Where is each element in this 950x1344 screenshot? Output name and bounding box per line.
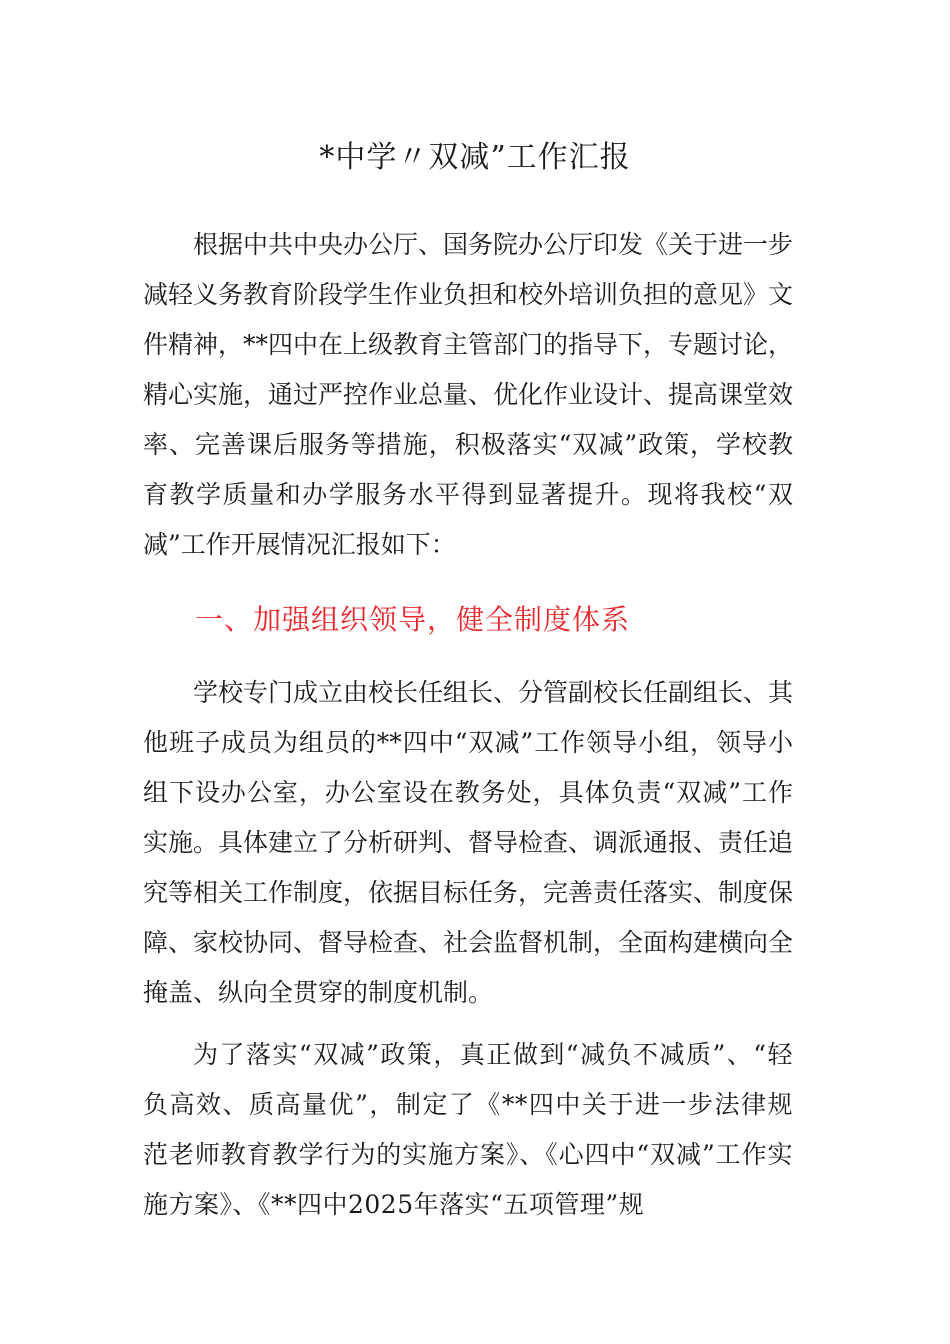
intro-paragraph: 根据中共中央办公厅、国务院办公厅印发《关于进一步减轻义务教育阶段学生作业负担和校外培训负担的意见》文件精神，**四中在上级教育主管部门的指导下，专题讨论，精心实施，通过严控作业总量、优化作业设计、提高课堂效率、完善课后服务等措施，积极落实“双减”政策，学校教育教学质量和办学服务水平得到显著提升。现将我校“双减”工作开展情况汇报如下： (143, 230, 794, 559)
section-heading: 一、加强组织领导，健全制度体系 (195, 603, 631, 636)
body-paragraph-policy: 为了落实“双减”政策，真正做到“减负不减质”、“轻负高效、质高量优”，制定了《**四中关于进一步法律规范老师教育教学行为的实施方案》、《心四中“双减”工作实施方案》、《**四中2025年落实“五项管理”规 (143, 1040, 793, 1219)
body-paragraph-organization: 学校专门成立由校长任组长、分管副校长任副组长、其他班子成员为组员的**四中“双减”工作领导小组，领导小组下设办公室，办公室设在教务处，具体负责“双减”工作实施。具体建立了分析研判、督导检查、调派通报、责任追究等相关工作制度，依据目标任务，完善责任落实、制度保障、家校协同、督导检查、社会监督机制，全面构建横向全掩盖、纵向全贯穿的制度机制。 (143, 678, 794, 1007)
document-title: *中学〃双减”工作汇报 (319, 140, 631, 175)
